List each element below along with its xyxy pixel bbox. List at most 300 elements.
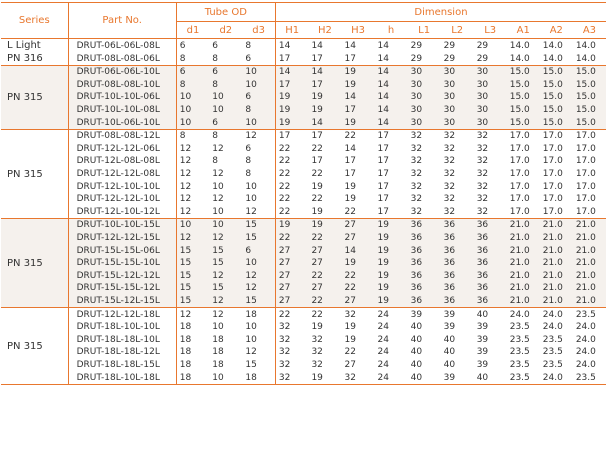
value-cell-d1: 15 xyxy=(176,295,209,308)
value-cell-d3: 18 xyxy=(242,371,275,384)
value-cell-a2: 15.0 xyxy=(540,79,573,92)
value-cell-d1: 15 xyxy=(176,257,209,270)
value-cell-a1: 17.0 xyxy=(509,206,530,217)
value-cell-h: 17 xyxy=(377,206,389,217)
value-cell-h: 19 xyxy=(375,219,408,232)
value-cell-h2: 32 xyxy=(311,347,323,358)
series-cell xyxy=(1,129,68,218)
col-header-l3: L3 xyxy=(474,22,507,39)
value-cell-l3: 36 xyxy=(474,219,507,232)
series-cell xyxy=(1,219,68,308)
value-cell-l2: 32 xyxy=(443,143,456,154)
table-row xyxy=(1,116,606,129)
value-cell-h3: 19 xyxy=(344,322,356,333)
value-cell-a1: 15.0 xyxy=(507,66,540,79)
value-cell-d2: 12 xyxy=(212,194,224,205)
value-cell-l2: 30 xyxy=(441,79,474,92)
value-cell-a3: 24.0 xyxy=(575,347,596,358)
part-number-cell: DRUT-12L-10L-12L xyxy=(68,206,176,219)
value-cell-h: 14 xyxy=(375,66,408,79)
value-cell-l1: 30 xyxy=(408,91,441,104)
value-cell-h3: 22 xyxy=(344,347,356,358)
value-cell-h3: 19 xyxy=(342,79,375,92)
part-number-cell: DRUT-15L-12L-15L xyxy=(68,295,176,308)
value-cell-a1: 15.0 xyxy=(507,116,540,129)
value-cell-l3: 30 xyxy=(474,116,507,129)
part-number-cell: DRUT-18L-18L-12L xyxy=(68,346,176,359)
value-cell-h1: 32 xyxy=(278,334,291,345)
value-cell-d1: 15 xyxy=(176,244,209,257)
value-cell-h: 24 xyxy=(377,309,389,320)
value-cell-h1: 32 xyxy=(278,359,291,370)
part-number-cell: DRUT-18L-18L-15L xyxy=(68,359,176,372)
value-cell-h1: 22 xyxy=(278,169,291,180)
value-cell-l3: 32 xyxy=(476,181,489,192)
value-cell-d1: 8 xyxy=(179,131,186,142)
value-cell-l3: 40 xyxy=(476,372,489,383)
value-cell-l1: 30 xyxy=(408,104,441,117)
value-cell-a1: 17.0 xyxy=(509,143,530,154)
table-row xyxy=(1,321,606,334)
dimension-header: Dimension xyxy=(275,3,606,22)
value-cell-l3: 39 xyxy=(476,334,489,345)
value-cell-d3: 12 xyxy=(242,346,275,359)
value-cell-a3: 21.0 xyxy=(573,295,606,308)
part-number-cell: DRUT-08L-08L-12L xyxy=(68,129,176,142)
table-row xyxy=(1,193,606,206)
value-cell-h3: 27 xyxy=(342,295,375,308)
value-cell-d3: 12 xyxy=(242,282,275,295)
value-cell-h2: 22 xyxy=(311,309,323,320)
value-cell-l3: 29 xyxy=(476,53,489,64)
value-cell-h: 14 xyxy=(375,91,408,104)
value-cell-d2: 10 xyxy=(209,91,242,104)
tube-od-header: Tube OD xyxy=(176,3,275,22)
value-cell-h3: 32 xyxy=(344,372,356,383)
value-cell-d3: 15 xyxy=(242,295,275,308)
value-cell-d1: 18 xyxy=(179,359,192,370)
value-cell-a1: 23.5 xyxy=(509,322,530,333)
value-cell-a3: 15.0 xyxy=(573,116,606,129)
value-cell-l1: 32 xyxy=(410,169,423,180)
value-cell-h3: 27 xyxy=(344,359,356,370)
value-cell-h2: 17 xyxy=(311,131,323,142)
value-cell-d2: 18 xyxy=(212,359,224,370)
table-row xyxy=(1,91,606,104)
table-row xyxy=(1,129,606,142)
value-cell-h2: 22 xyxy=(311,169,323,180)
value-cell-d2: 6 xyxy=(212,40,219,51)
value-cell-d3: 15 xyxy=(242,359,275,372)
value-cell-a2: 21.0 xyxy=(540,232,573,245)
value-cell-d2: 10 xyxy=(212,372,224,383)
value-cell-d2: 12 xyxy=(209,270,242,283)
value-cell-l1: 32 xyxy=(410,143,423,154)
value-cell-a3: 17.0 xyxy=(575,131,596,142)
value-cell-d1: 6 xyxy=(179,40,186,51)
value-cell-a1: 17.0 xyxy=(509,169,530,180)
value-cell-d2: 6 xyxy=(209,116,242,129)
value-cell-d1: 12 xyxy=(179,143,192,154)
value-cell-h2: 14 xyxy=(308,66,341,79)
value-cell-h1: 17 xyxy=(275,79,308,92)
value-cell-l3: 39 xyxy=(476,359,489,370)
value-cell-d1: 18 xyxy=(179,347,192,358)
value-cell-d1: 15 xyxy=(176,282,209,295)
part-number-cell: DRUT-12L-12L-18L xyxy=(68,308,176,321)
value-cell-h: 14 xyxy=(377,53,389,64)
value-cell-h: 17 xyxy=(377,131,389,142)
value-cell-a2: 24.0 xyxy=(542,322,563,333)
table-row xyxy=(1,371,606,384)
value-cell-d1: 10 xyxy=(176,116,209,129)
col-header-a3: A3 xyxy=(573,22,606,39)
value-cell-a2: 21.0 xyxy=(540,295,573,308)
value-cell-h2: 27 xyxy=(308,257,341,270)
value-cell-d3: 12 xyxy=(242,270,275,283)
value-cell-a2: 23.5 xyxy=(542,359,563,370)
value-cell-l1: 30 xyxy=(408,79,441,92)
series-group xyxy=(1,39,606,66)
value-cell-a2: 17.0 xyxy=(542,206,563,217)
table-row xyxy=(1,219,606,232)
series-label: PN 315 xyxy=(7,257,43,269)
value-cell-a3: 21.0 xyxy=(573,282,606,295)
value-cell-h3: 14 xyxy=(342,91,375,104)
value-cell-h1: 27 xyxy=(275,282,308,295)
value-cell-a2: 24.0 xyxy=(542,372,563,383)
value-cell-h3: 19 xyxy=(342,257,375,270)
value-cell-d1: 10 xyxy=(176,104,209,117)
col-header-l2: L2 xyxy=(441,22,474,39)
value-cell-h1: 27 xyxy=(275,257,308,270)
value-cell-h3: 27 xyxy=(342,232,375,245)
value-cell-h3: 32 xyxy=(344,309,356,320)
value-cell-a2: 17.0 xyxy=(542,181,563,192)
table-row xyxy=(1,359,606,372)
value-cell-l1: 36 xyxy=(408,232,441,245)
value-cell-l3: 32 xyxy=(476,143,489,154)
value-cell-h3: 19 xyxy=(342,66,375,79)
value-cell-h3: 17 xyxy=(342,104,375,117)
value-cell-l1: 32 xyxy=(410,194,423,205)
value-cell-h: 24 xyxy=(377,372,389,383)
value-cell-a2: 15.0 xyxy=(540,66,573,79)
value-cell-d1: 12 xyxy=(179,156,192,167)
value-cell-a2: 21.0 xyxy=(540,257,573,270)
value-cell-a3: 23.5 xyxy=(575,309,596,320)
value-cell-l3: 32 xyxy=(476,194,489,205)
value-cell-a2: 17.0 xyxy=(542,143,563,154)
value-cell-a3: 24.0 xyxy=(575,334,596,345)
value-cell-a3: 17.0 xyxy=(575,156,596,167)
value-cell-d1: 12 xyxy=(176,232,209,245)
value-cell-a2: 24.0 xyxy=(542,309,563,320)
value-cell-l2: 39 xyxy=(443,372,456,383)
series-cell xyxy=(1,39,68,66)
value-cell-d3: 10 xyxy=(242,333,275,346)
part-number-cell: DRUT-12L-10L-10L xyxy=(68,180,176,193)
value-cell-l1: 29 xyxy=(410,40,423,51)
dimension-table xyxy=(1,2,606,385)
value-cell-h: 14 xyxy=(377,40,389,51)
value-cell-a3: 14.0 xyxy=(575,53,596,64)
value-cell-d3: 18 xyxy=(242,308,275,321)
value-cell-a2: 23.5 xyxy=(542,334,563,345)
value-cell-d3: 10 xyxy=(242,79,275,92)
value-cell-a1: 15.0 xyxy=(507,91,540,104)
value-cell-h2: 32 xyxy=(311,359,323,370)
value-cell-a1: 21.0 xyxy=(507,244,540,257)
part-number-cell: DRUT-18L-18L-10L xyxy=(68,333,176,346)
value-cell-h2: 27 xyxy=(308,282,341,295)
value-cell-d2: 12 xyxy=(212,309,224,320)
value-cell-l1: 36 xyxy=(408,282,441,295)
value-cell-l2: 39 xyxy=(443,322,456,333)
value-cell-d1: 8 xyxy=(176,79,209,92)
value-cell-l1: 39 xyxy=(410,309,423,320)
value-cell-l1: 32 xyxy=(410,181,423,192)
value-cell-h: 19 xyxy=(375,244,408,257)
value-cell-l2: 29 xyxy=(443,40,456,51)
table-row xyxy=(1,180,606,193)
value-cell-l2: 30 xyxy=(441,91,474,104)
part-number-cell: DRUT-10L-10L-06L xyxy=(68,91,176,104)
value-cell-d3: 8 xyxy=(242,104,275,117)
value-cell-h1: 27 xyxy=(275,270,308,283)
value-cell-h2: 22 xyxy=(311,194,323,205)
value-cell-d3: 12 xyxy=(242,206,275,219)
value-cell-h3: 17 xyxy=(344,53,356,64)
value-cell-a3: 24.0 xyxy=(575,359,596,370)
value-cell-h3: 14 xyxy=(344,40,356,51)
value-cell-h3: 19 xyxy=(342,116,375,129)
table-row xyxy=(1,143,606,156)
series-label: PN 315 xyxy=(7,168,43,180)
value-cell-h1: 22 xyxy=(275,232,308,245)
col-header-h: h xyxy=(375,22,408,39)
value-cell-a1: 14.0 xyxy=(509,53,530,64)
value-cell-h2: 17 xyxy=(308,79,341,92)
value-cell-a2: 17.0 xyxy=(542,194,563,205)
value-cell-l1: 36 xyxy=(408,257,441,270)
value-cell-l1: 30 xyxy=(408,116,441,129)
value-cell-h2: 22 xyxy=(311,143,323,154)
value-cell-h3: 19 xyxy=(344,194,356,205)
value-cell-d3: 12 xyxy=(242,129,275,142)
value-cell-a2: 21.0 xyxy=(540,244,573,257)
value-cell-a2: 14.0 xyxy=(542,40,563,51)
table-row xyxy=(1,308,606,321)
value-cell-l3: 39 xyxy=(476,322,489,333)
series-header: Series xyxy=(1,3,68,39)
col-header-a1: A1 xyxy=(507,22,540,39)
value-cell-a2: 15.0 xyxy=(540,116,573,129)
value-cell-d2: 12 xyxy=(212,143,224,154)
value-cell-l2: 36 xyxy=(441,219,474,232)
value-cell-l1: 32 xyxy=(410,131,423,142)
col-header-d2: d2 xyxy=(209,22,242,39)
value-cell-h: 19 xyxy=(375,295,408,308)
value-cell-a2: 17.0 xyxy=(542,131,563,142)
value-cell-a2: 21.0 xyxy=(540,270,573,283)
part-number-cell: DRUT-10L-10L-08L xyxy=(68,104,176,117)
table-row xyxy=(1,346,606,359)
value-cell-a2: 21.0 xyxy=(540,282,573,295)
value-cell-l2: 32 xyxy=(443,156,456,167)
value-cell-a3: 17.0 xyxy=(575,169,596,180)
value-cell-d2: 10 xyxy=(209,219,242,232)
table-row xyxy=(1,282,606,295)
value-cell-d1: 18 xyxy=(179,334,192,345)
value-cell-d3: 10 xyxy=(242,180,275,193)
value-cell-h: 14 xyxy=(375,116,408,129)
part-number-cell: DRUT-06L-06L-08L xyxy=(68,39,176,53)
value-cell-h3: 19 xyxy=(344,181,356,192)
value-cell-l3: 40 xyxy=(476,309,489,320)
value-cell-a1: 24.0 xyxy=(509,309,530,320)
value-cell-l2: 40 xyxy=(443,334,456,345)
value-cell-h2: 19 xyxy=(308,219,341,232)
value-cell-h3: 14 xyxy=(342,244,375,257)
part-number-cell: DRUT-08L-08L-10L xyxy=(68,79,176,92)
value-cell-h2: 19 xyxy=(311,322,323,333)
value-cell-d1: 10 xyxy=(176,91,209,104)
value-cell-h3: 17 xyxy=(344,156,356,167)
value-cell-h: 17 xyxy=(377,156,389,167)
series-cell xyxy=(1,308,68,385)
table-row xyxy=(1,257,606,270)
value-cell-a3: 21.0 xyxy=(573,270,606,283)
value-cell-a1: 21.0 xyxy=(507,295,540,308)
value-cell-h: 24 xyxy=(377,322,389,333)
value-cell-h2: 14 xyxy=(308,116,341,129)
value-cell-h: 17 xyxy=(377,143,389,154)
value-cell-d2: 12 xyxy=(209,232,242,245)
value-cell-h2: 22 xyxy=(308,295,341,308)
value-cell-h1: 19 xyxy=(275,91,308,104)
series-group xyxy=(1,66,606,130)
value-cell-h: 14 xyxy=(375,79,408,92)
value-cell-a2: 17.0 xyxy=(542,169,563,180)
value-cell-h: 19 xyxy=(375,270,408,283)
value-cell-l3: 30 xyxy=(474,104,507,117)
value-cell-a3: 17.0 xyxy=(575,181,596,192)
value-cell-l2: 36 xyxy=(441,270,474,283)
value-cell-l3: 30 xyxy=(474,91,507,104)
value-cell-h: 19 xyxy=(375,282,408,295)
value-cell-a3: 15.0 xyxy=(573,66,606,79)
value-cell-a1: 21.0 xyxy=(507,282,540,295)
value-cell-a3: 17.0 xyxy=(575,143,596,154)
value-cell-l3: 39 xyxy=(476,347,489,358)
value-cell-l3: 29 xyxy=(476,40,489,51)
value-cell-h2: 14 xyxy=(311,40,323,51)
value-cell-h1: 14 xyxy=(275,66,308,79)
value-cell-l3: 36 xyxy=(474,295,507,308)
value-cell-a2: 15.0 xyxy=(540,91,573,104)
value-cell-a1: 23.5 xyxy=(509,372,530,383)
value-cell-d3: 10 xyxy=(242,116,275,129)
series-cell xyxy=(1,66,68,130)
value-cell-l3: 30 xyxy=(474,66,507,79)
part-number-cell: DRUT-15L-15L-06L xyxy=(68,244,176,257)
value-cell-h: 19 xyxy=(375,257,408,270)
part-number-cell: DRUT-12L-12L-06L xyxy=(68,143,176,156)
value-cell-a1: 15.0 xyxy=(507,104,540,117)
part-no-header: Part No. xyxy=(68,3,176,39)
value-cell-l2: 39 xyxy=(443,309,456,320)
value-cell-d3: 10 xyxy=(242,321,275,334)
value-cell-l3: 32 xyxy=(476,169,489,180)
value-cell-h2: 19 xyxy=(308,91,341,104)
value-cell-d2: 10 xyxy=(212,181,224,192)
table-row xyxy=(1,206,606,219)
table-header xyxy=(1,3,606,39)
value-cell-h2: 27 xyxy=(308,244,341,257)
value-cell-h3: 22 xyxy=(344,206,356,217)
value-cell-a1: 14.0 xyxy=(509,40,530,51)
value-cell-d1: 18 xyxy=(179,322,192,333)
value-cell-h2: 32 xyxy=(311,334,323,345)
value-cell-d3: 8 xyxy=(242,39,275,53)
value-cell-h2: 17 xyxy=(311,53,323,64)
value-cell-l2: 40 xyxy=(443,347,456,358)
value-cell-l2: 40 xyxy=(443,359,456,370)
part-number-cell: DRUT-12L-08L-08L xyxy=(68,155,176,168)
value-cell-a3: 14.0 xyxy=(575,40,596,51)
col-header-a2: A2 xyxy=(540,22,573,39)
series-label: L Light xyxy=(7,40,41,51)
value-cell-d2: 15 xyxy=(209,257,242,270)
value-cell-a3: 23.5 xyxy=(575,372,596,383)
value-cell-a1: 21.0 xyxy=(507,257,540,270)
value-cell-d3: 15 xyxy=(242,232,275,245)
value-cell-a3: 21.0 xyxy=(573,244,606,257)
value-cell-a3: 15.0 xyxy=(573,104,606,117)
value-cell-h2: 17 xyxy=(311,156,323,167)
value-cell-l2: 36 xyxy=(441,232,474,245)
part-number-cell: DRUT-12L-12L-15L xyxy=(68,232,176,245)
col-header-h3: H3 xyxy=(342,22,375,39)
value-cell-d1: 18 xyxy=(179,372,192,383)
value-cell-l1: 32 xyxy=(410,156,423,167)
value-cell-d2: 8 xyxy=(212,53,219,64)
value-cell-d3: 6 xyxy=(242,91,275,104)
value-cell-d2: 8 xyxy=(212,131,219,142)
value-cell-l2: 32 xyxy=(443,206,456,217)
value-cell-a3: 21.0 xyxy=(573,232,606,245)
value-cell-l1: 40 xyxy=(410,322,423,333)
table-row xyxy=(1,333,606,346)
value-cell-h1: 22 xyxy=(278,206,291,217)
value-cell-h1: 22 xyxy=(278,194,291,205)
value-cell-d2: 18 xyxy=(212,334,224,345)
value-cell-h3: 22 xyxy=(344,131,356,142)
value-cell-l1: 40 xyxy=(410,359,423,370)
value-cell-l3: 36 xyxy=(474,232,507,245)
value-cell-d3: 10 xyxy=(242,193,275,206)
value-cell-l2: 36 xyxy=(441,282,474,295)
value-cell-a1: 17.0 xyxy=(509,131,530,142)
table-row xyxy=(1,168,606,181)
col-header-l1: L1 xyxy=(408,22,441,39)
value-cell-h3: 17 xyxy=(344,169,356,180)
value-cell-l1: 29 xyxy=(410,53,423,64)
value-cell-a3: 21.0 xyxy=(573,257,606,270)
value-cell-l3: 36 xyxy=(474,257,507,270)
value-cell-d2: 8 xyxy=(212,156,219,167)
